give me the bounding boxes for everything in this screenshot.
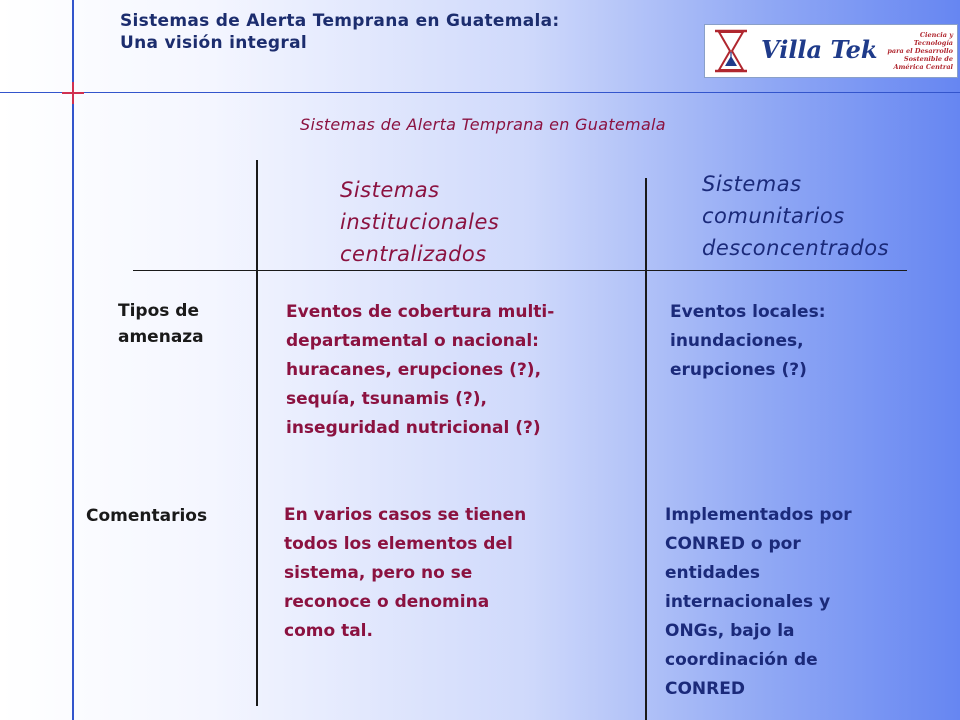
- cell-line: reconoce o denomina: [284, 592, 490, 612]
- cell-line: departamental o nacional:: [286, 331, 539, 351]
- row-label-tipos-de-amenaza: [118, 298, 204, 350]
- column-header-line: comunitarios: [702, 204, 845, 228]
- cell-line: ONGs, bajo la: [665, 621, 795, 641]
- logo-tagline-line: Sostenible de: [903, 55, 953, 63]
- column-header-line: institucionales: [340, 210, 500, 234]
- cell-comentarios-comunitarios: [665, 501, 852, 704]
- logo-tagline: [881, 31, 953, 71]
- row-label-line: amenaza: [118, 327, 204, 347]
- slide-title-line-1: Sistemas de Alerta Temprana en Guatemala:: [120, 11, 560, 31]
- cell-line: huracanes, erupciones (?),: [286, 360, 542, 380]
- column-header-line: desconcentrados: [702, 236, 890, 260]
- column-header-institucionales: [340, 174, 499, 270]
- slide-subtitle: Sistemas de Alerta Temprana en Guatemala: [300, 115, 666, 134]
- slide-title: [120, 10, 560, 54]
- villatek-logo: [704, 24, 958, 78]
- logo-tagline-line: Ciencia y Tecnología: [913, 31, 953, 47]
- cell-line: todos los elementos del: [284, 534, 513, 554]
- cell-line: CONRED: [665, 679, 745, 699]
- row-label-comentarios: [86, 503, 207, 529]
- cell-line: erupciones (?): [670, 360, 807, 380]
- logo-tagline-line: para el Desarrollo: [887, 47, 953, 55]
- logo-brand-text: Villa Tek: [761, 35, 878, 64]
- cell-amenaza-institucionales: [286, 298, 554, 443]
- cell-line: sequía, tsunamis (?),: [286, 389, 487, 409]
- cell-line: Eventos locales:: [670, 302, 826, 322]
- cell-line: En varios casos se tienen: [284, 505, 527, 525]
- hourglass-icon: [711, 28, 751, 74]
- logo-tagline-line: América Central: [893, 63, 953, 71]
- cell-line: inundaciones,: [670, 331, 804, 351]
- cell-line: como tal.: [284, 621, 373, 641]
- cell-line: internacionales y: [665, 592, 831, 612]
- cell-line: Eventos de cobertura multi-: [286, 302, 555, 322]
- cell-line: entidades: [665, 563, 761, 583]
- cell-line: CONRED o por: [665, 534, 801, 554]
- column-header-line: centralizados: [340, 242, 487, 266]
- slide-title-line-2: Una visión integral: [120, 33, 307, 53]
- column-divider-left: [256, 160, 258, 706]
- row-label-line: Tipos de: [118, 301, 200, 321]
- row-label-line: Comentarios: [86, 506, 208, 526]
- column-divider-right: [645, 178, 647, 720]
- header-row-divider: [133, 270, 907, 271]
- column-header-line: Sistemas: [702, 172, 802, 196]
- cell-line: Implementados por: [665, 505, 852, 525]
- cell-line: sistema, pero no se: [284, 563, 473, 583]
- cell-line: coordinación de: [665, 650, 818, 670]
- crosshair-horizontal: [62, 92, 84, 94]
- cell-comentarios-institucionales: [284, 501, 526, 646]
- column-header-comunitarios: [702, 168, 889, 264]
- left-frame-line: [72, 0, 74, 720]
- top-frame-line: [0, 92, 960, 93]
- cell-amenaza-comunitarios: [670, 298, 826, 385]
- cell-line: inseguridad nutricional (?): [286, 418, 541, 438]
- column-header-line: Sistemas: [340, 178, 440, 202]
